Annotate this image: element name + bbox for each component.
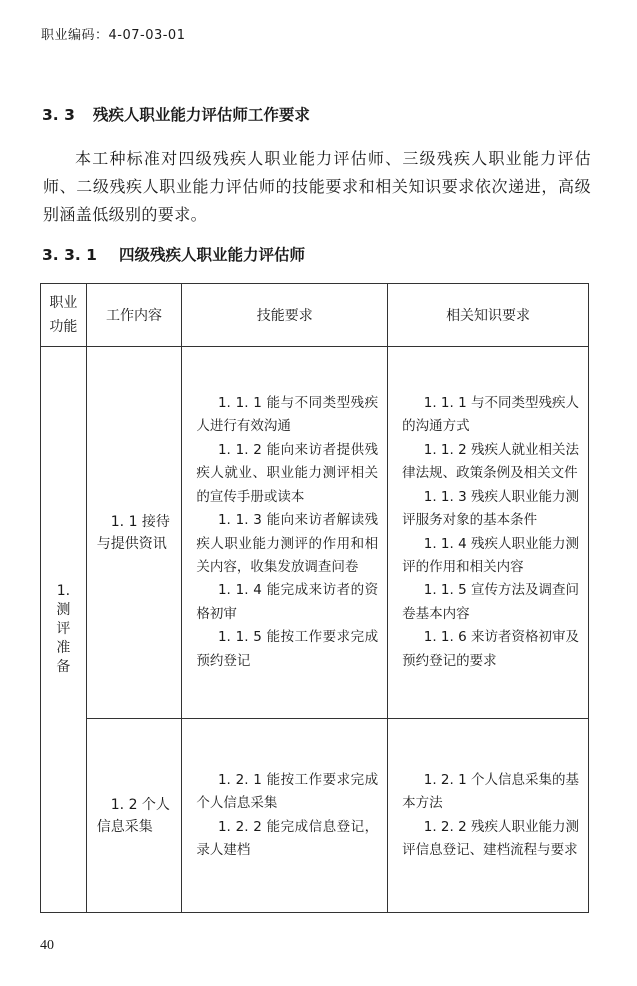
occupation-code: 职业编码：4-07-03-01 — [41, 28, 186, 43]
requirements-table — [40, 283, 589, 913]
work-content-cell — [86, 719, 182, 913]
intro-paragraph: 本工种标准对四级残疾人职业能力评估师、三级残疾人职业能力评估师、二级残疾人职业能力评估师的技能要求和相关知识要求依次递进，高级别涵盖低级别的要求。 — [43, 149, 591, 224]
header-skill-requirements: 技能要求 — [182, 284, 388, 347]
header-knowledge-requirements: 相关知识要求 — [388, 284, 589, 347]
header-function-line1: 职业 — [49, 295, 78, 311]
knowledge-item: 1. 1. 5 宣传方法及调查问卷基本内容 — [402, 582, 579, 622]
table-row — [41, 347, 589, 719]
header-function — [41, 284, 87, 347]
skill-item: 1. 1. 5 能按工作要求完成预约登记 — [196, 629, 379, 669]
skill-item: 1. 2. 1 能按工作要求完成个人信息采集 — [196, 771, 379, 812]
knowledge-cell — [388, 347, 589, 719]
work-content-line1: 1. 1 接待 — [110, 513, 170, 530]
skill-item: 1. 1. 2 能向来访者提供残疾人就业、职业能力测评相关的宣传手册或读本 — [196, 441, 379, 505]
table-row — [41, 719, 589, 913]
skills-cell — [182, 719, 388, 913]
section-title — [42, 103, 310, 125]
subsection-title — [42, 243, 305, 265]
knowledge-item: 1. 1. 6 来访者资格初审及预约登记的要求 — [402, 629, 579, 669]
table-header-row — [41, 284, 589, 347]
knowledge-item: 1. 1. 2 残疾人就业相关法律法规、政策条例及相关文件 — [402, 441, 579, 482]
skill-item: 1. 2. 2 能完成信息登记，录人建档 — [196, 818, 379, 858]
skills-cell — [182, 347, 388, 719]
skill-item: 1. 1. 3 能向来访者解读残疾人职业能力测评的作用和相关内容，收集发放调查问卷 — [196, 512, 379, 575]
knowledge-item: 1. 2. 2 残疾人职业能力测评信息登记、建档流程与要求 — [402, 818, 579, 858]
subsection-number: 3. 3. 1 — [42, 246, 97, 264]
work-content-line2: 与提供资讯 — [96, 535, 167, 552]
subsection-title-text: 四级残疾人职业能力评估师 — [118, 246, 305, 264]
function-cell — [41, 347, 87, 913]
page-number: 40 — [40, 938, 54, 953]
section-number: 3. 3 — [42, 106, 75, 124]
knowledge-item: 1. 2. 1 个人信息采集的基本方法 — [402, 771, 579, 812]
function-name: 测评准备 — [56, 602, 71, 675]
knowledge-item: 1. 1. 1 与不同类型残疾人的沟通方式 — [402, 395, 579, 435]
section-title-text: 残疾人职业能力评估师工作要求 — [92, 106, 310, 124]
function-number: 1. — [56, 583, 71, 599]
skill-item: 1. 1. 4 能完成来访者的资格初审 — [196, 582, 379, 622]
knowledge-cell — [388, 719, 589, 913]
knowledge-item: 1. 1. 3 残疾人职业能力测评服务对象的基本条件 — [402, 488, 579, 529]
header-function-line2: 功能 — [49, 319, 78, 335]
header-work-content: 工作内容 — [86, 284, 182, 347]
work-content-line2: 信息采集 — [96, 818, 153, 835]
work-content-line1: 1. 2 个人 — [110, 796, 170, 813]
knowledge-item: 1. 1. 4 残疾人职业能力测评的作用和相关内容 — [402, 535, 579, 575]
skill-item: 1. 1. 1 能与不同类型残疾人进行有效沟通 — [196, 395, 379, 435]
work-content-cell — [86, 347, 182, 719]
